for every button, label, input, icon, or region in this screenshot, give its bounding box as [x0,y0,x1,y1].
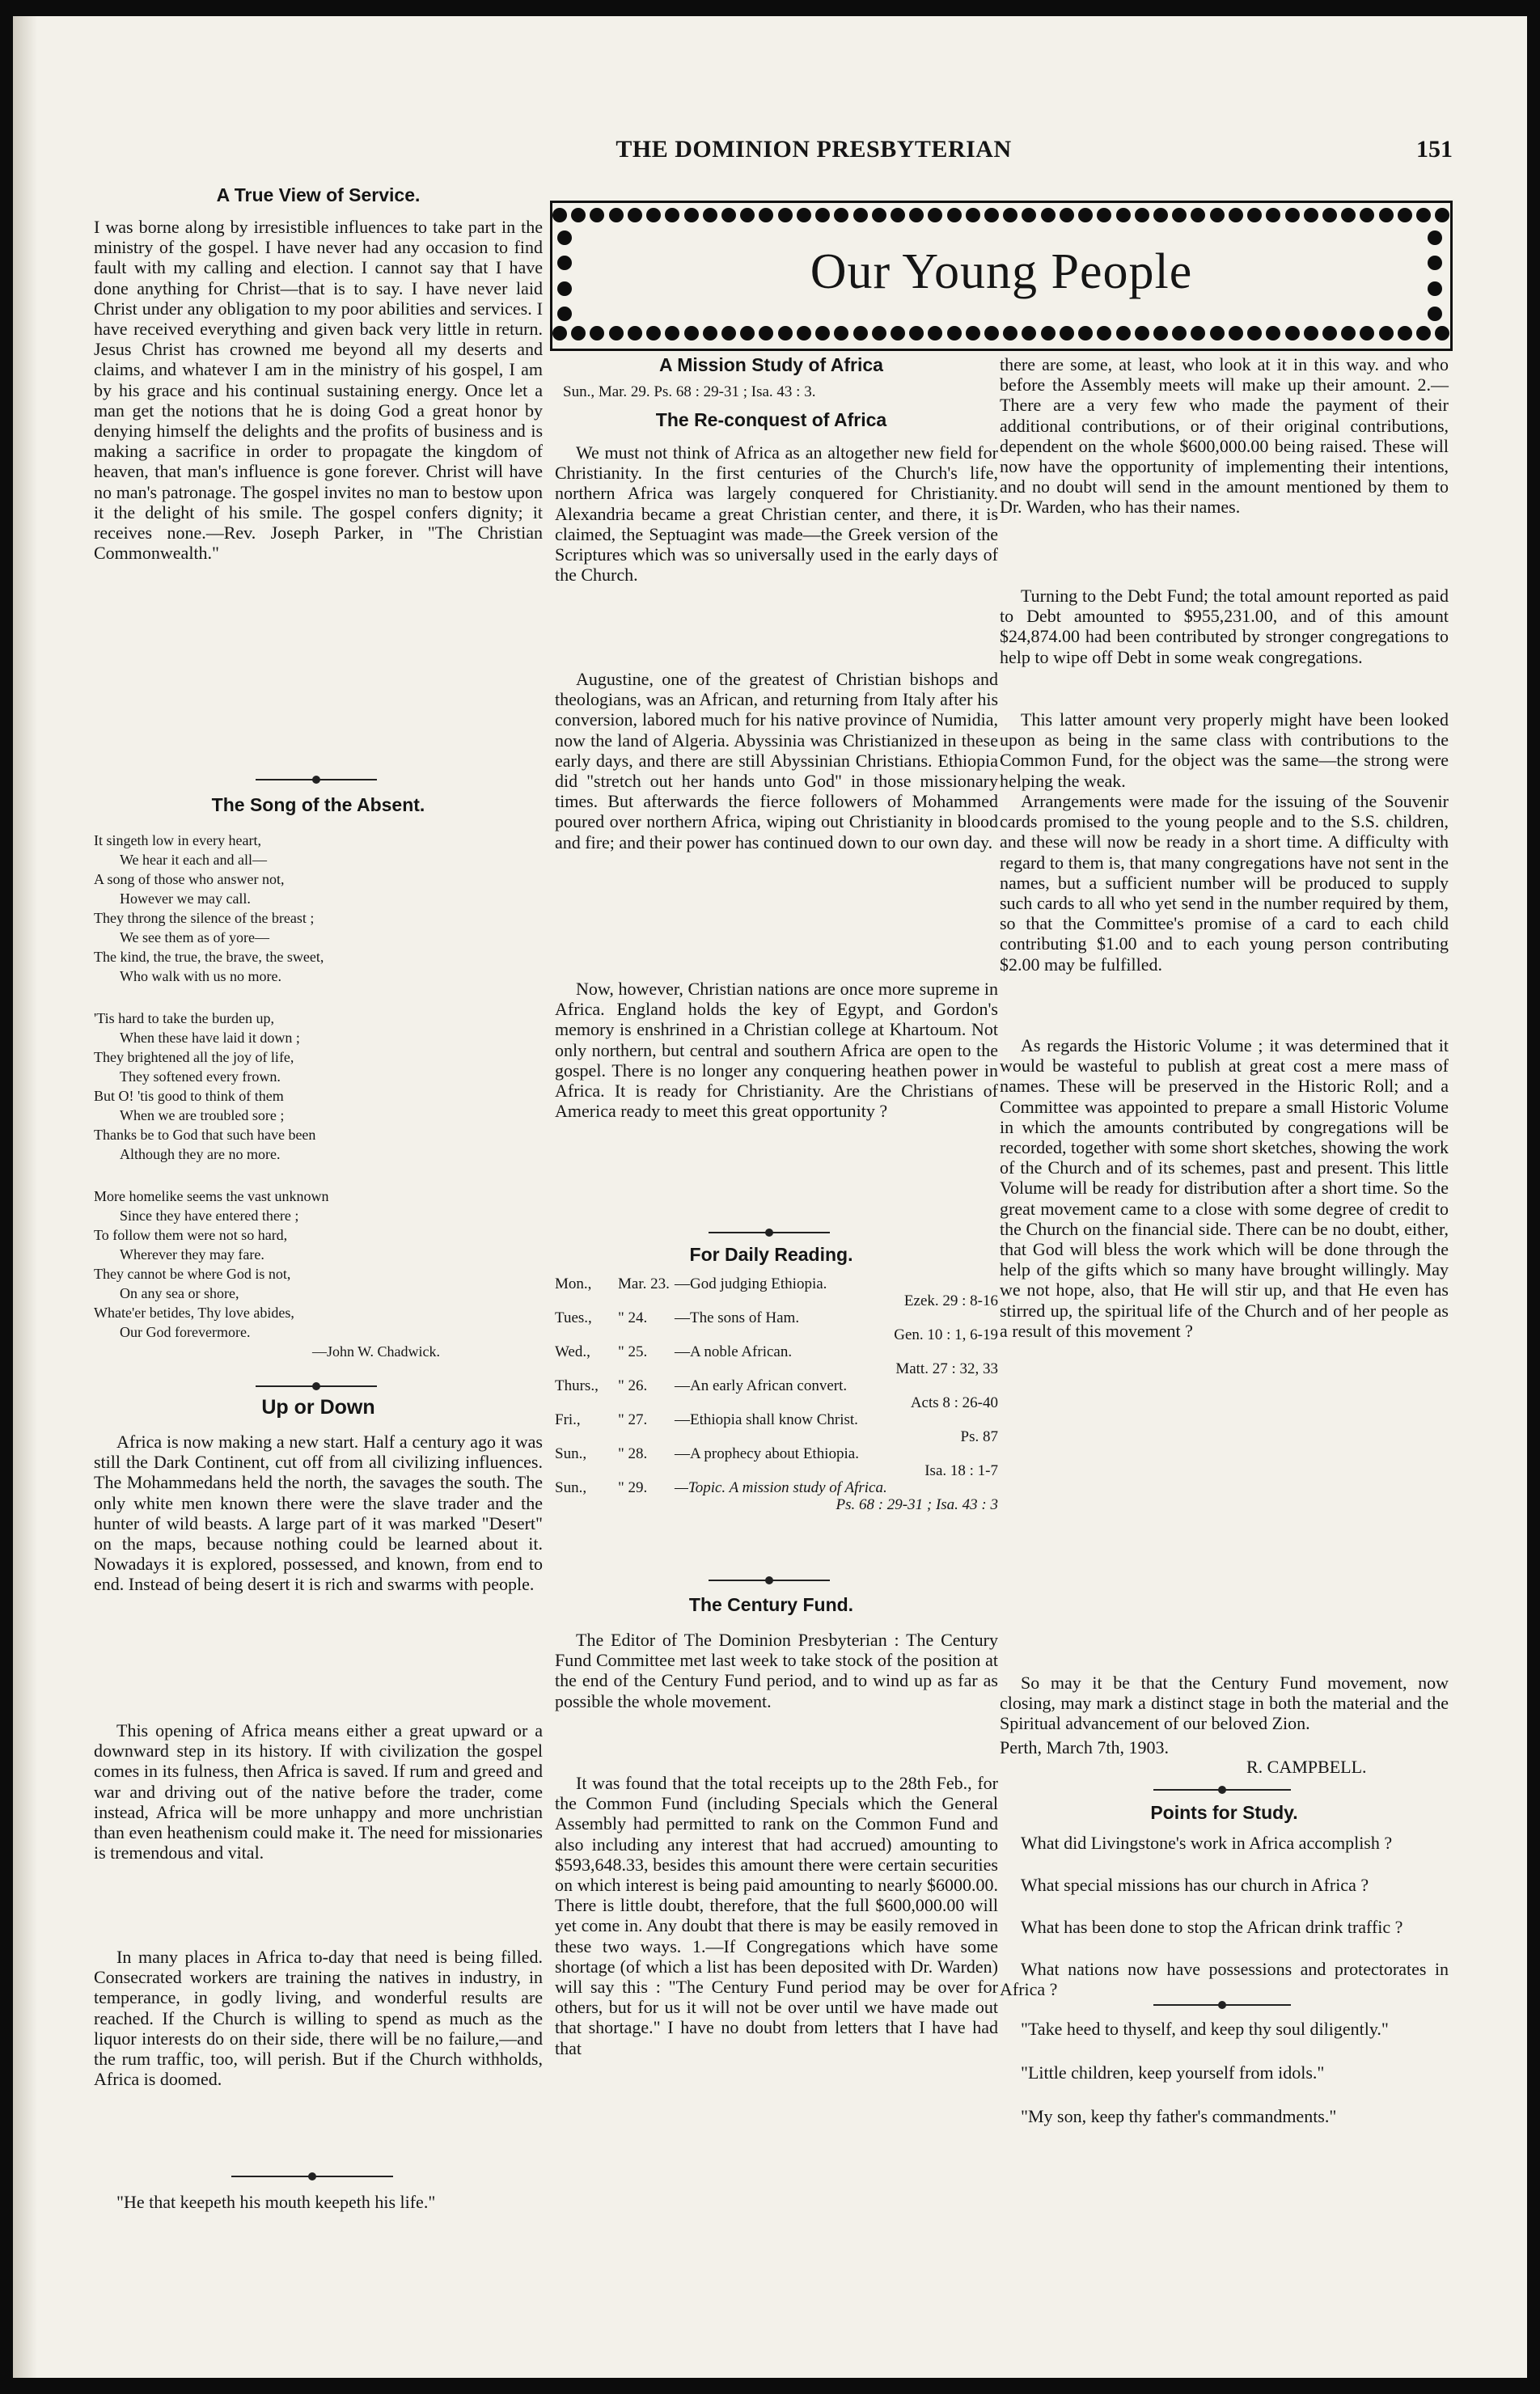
reading-reference: Acts 8 : 26-40 [910,1394,998,1411]
poem-line: More homelike seems the vast unknown [94,1188,329,1204]
poem-stanza-1 [94,831,543,986]
bead-ornament [984,208,999,222]
poem-line: We hear it each and all— [120,852,267,868]
century-paragraph-2: It was found that the total receipts up to the 28th Feb., for the Common Fund (including Specials which the General Assembly had permitted to rank on the Common Fund and also including any interest that had accrued) amounting to $593,648.33, besides this amount there were certain securities on which interest is being paid amounting to nearly $6000.00. There is little doubt, therefore, that the full $600,000.00 will yet come in. Any doubt that there is may be easily removed in these two ways. 1.—If Congregations which have some shortage (of which a list has been deposited with Dr. Warden) will say this : "The Century Fund period may be over for others, but for us it will not be over until we have made out that shortage." I have no doubt from letters that I have had that [555,1773,998,2058]
study-question: What did Livingstone's work in Africa accomplish ? [1021,1833,1393,1853]
mission-paragraph-2: Augustine, one of the greatest of Christian bishops and theologians, was an African, and returning from Italy after his conversion, labored much for his native province of Numidia, now the land of Algeria. Abyssinia was Christianized in these early days, and there are still Abyssinian Christians. Ethiopia did "stretch out her hands unto God" in those missionary times. But afterwards the fierce followers of Mohammed poured over northern Africa, wiping out Christianity in blood and fire; and their power has continued down to our own day. [555,669,998,852]
newspaper-page [13,16,1527,2378]
poem-line: It singeth low in every heart, [94,832,261,848]
bead-ornament [966,208,980,222]
heading-daily-reading: For Daily Reading. [689,1244,853,1265]
bead-ornament [1153,326,1168,340]
scripture-verse: "My son, keep thy father's commandments." [1021,2106,1337,2126]
poem-line: Thanks be to God that such have been [94,1127,316,1143]
bead-ornament [740,208,755,222]
separator [1153,2004,1291,2006]
up-or-down-paragraph-2: This opening of Africa means either a great upward or a downward step in its history. If with civilization the gospel comes in its fulness, then Africa is saved. If rum and greed and war and driving out of the native before the trader, come instead, Africa will be more unhappy and more unchristian than even heathenism could make it. The need for missionaries is tremendous and vital. [94,1720,543,1863]
bead-ornament [928,208,942,222]
century-continued-3: This latter amount very properly might have been looked upon as being in the same class with contributions to the Common Fund, for the object was the same—the strong were helping the weak. [1000,709,1449,791]
poem-line: They cannot be where God is not, [94,1266,291,1282]
reading-day: Fri., [555,1411,581,1428]
poem-line: Who walk with us no more. [120,968,281,984]
bead-ornament [984,326,999,340]
bead-ornament [609,208,624,222]
reading-reference: Ps. 68 : 29-31 ; Isa. 43 : 3 [836,1496,998,1513]
poem-author: —John W. Chadwick. [312,1343,441,1360]
up-or-down-paragraph-3: In many places in Africa to-day that need is being filled. Consecrated workers are training the natives in industry, in temperance, in godly living, and wonderful results are reached. If the Church is willing to spend as much as the liquor interests do on their side, there will be no failure,—and the rum traffic, too, will perish. But if the Church withholds, Africa is doomed. [94,1947,543,2090]
bead-ornament [665,208,679,222]
bead-ornament [891,326,905,340]
bead-ornament [1210,208,1225,222]
reading-date: " 27. [618,1411,648,1428]
bead-ornament [665,326,679,340]
heading-song-of-absent: The Song of the Absent. [211,794,425,815]
poem-line: Although they are no more. [120,1146,281,1162]
bead-ornament [646,208,661,222]
reading-day: Sun., [555,1479,587,1496]
reading-date: " 28. [618,1445,648,1462]
mission-date-line: Sun., Mar. 29. Ps. 68 : 29-31 ; Isa. 43 : 3. [563,383,816,400]
bead-ornament [1041,208,1056,222]
poem-stanza-2 [94,1009,543,1164]
reading-title: —A noble African. [675,1343,793,1360]
bead-border-top [552,208,1450,226]
bead-ornament [909,326,924,340]
reading-date: " 26. [618,1377,648,1394]
bead-ornament [590,326,604,340]
banner-title: Our Young People [810,244,1193,299]
poem-line: We see them as of yore— [120,929,269,945]
bead-ornament [1097,326,1111,340]
poem-line: But O! 'tis good to think of them [94,1088,284,1104]
bead-ornament [1097,208,1111,222]
bead-ornament [1416,326,1431,340]
separator [231,2176,393,2177]
bead-ornament [628,326,642,340]
reading-reference: Matt. 27 : 32, 33 [895,1360,998,1377]
reading-reference: Gen. 10 : 1, 6-19 [894,1326,998,1343]
century-paragraph-1: The Editor of The Dominion Presbyterian : The Century Fund Committee met last week to take stock of the position at the end of the Century Fund period, and to wind up as far as possible the whole movement. [555,1630,998,1711]
bead-ornament [1435,326,1449,340]
bead-ornament [778,208,793,222]
bead-ornament [1379,208,1394,222]
bead-ornament [966,326,980,340]
section-banner [550,201,1453,351]
separator [256,1385,377,1387]
bead-ornament [740,326,755,340]
bead-ornament [853,326,868,340]
century-continued-2: Turning to the Debt Fund; the total amount reported as paid to Debt amounted to $955,231.00, and of this amount $24,874.00 had been contributed by stronger congregations to help to wipe off Debt in some weak congregations. [1000,586,1449,667]
reading-row [555,1275,998,1309]
bead-ornament [947,208,962,222]
bead-ornament [1135,208,1149,222]
study-question: What special missions has our church in Africa ? [1021,1875,1369,1895]
bead-ornament [1022,326,1036,340]
reading-title: —Ethiopia shall know Christ. [675,1411,858,1428]
reading-day: Thurs., [555,1377,599,1394]
bead-ornament [891,208,905,222]
bead-ornament [1172,208,1187,222]
bead-ornament [1135,326,1149,340]
reading-day: Sun., [555,1445,587,1462]
bead-ornament [1078,208,1093,222]
mission-paragraph-3: Now, however, Christian nations are once more supreme in Africa. England holds the key of Egypt, and Gordon's memory is enshrined in a Christian college at Khartoum. Not only northern, but central and southern Africa are open to the gospel. There is no longer any conquering heathen power in Africa. It is ready for Christianity. Are the Christians of America ready to meet this great opportunity ? [555,979,998,1122]
heading-true-view: A True View of Service. [216,184,421,205]
bead-ornament [872,326,886,340]
bead-ornament [947,326,962,340]
bead-ornament [1060,208,1074,222]
bead-ornament [1266,208,1280,222]
reading-title: —A prophecy about Ethiopia. [675,1445,859,1462]
reading-title: —The sons of Ham. [675,1309,800,1326]
poem-line: When these have laid it down ; [120,1030,300,1046]
poem-line: A song of those who answer not, [94,871,285,887]
reading-date: Mar. 23. [618,1275,670,1292]
reading-reference: Isa. 18 : 1-7 [924,1462,998,1479]
bead-ornament [646,326,661,340]
reading-row [555,1377,998,1411]
reading-title: —God judging Ethiopia. [675,1275,827,1292]
bead-ornament [853,208,868,222]
bead-border-bottom [552,326,1450,344]
bead-ornament [571,326,586,340]
bead-ornament [797,208,811,222]
separator [709,1580,830,1581]
bead-ornament [1003,326,1018,340]
daily-reading-table [555,1275,998,1513]
bead-ornament [872,208,886,222]
poem-line: They softened every frown. [120,1068,281,1085]
separator [1153,1789,1291,1791]
bead-ornament [1285,326,1300,340]
reading-row [555,1309,998,1343]
bead-ornament [1285,208,1300,222]
poem-line: 'Tis hard to take the burden up, [94,1010,275,1026]
study-question: What has been done to stop the African drink traffic ? [1021,1917,1403,1937]
bead-ornament [1172,326,1187,340]
reading-title: —Topic. A mission study of Africa. [675,1479,887,1496]
reading-date: " 29. [618,1479,648,1496]
reading-row [555,1411,998,1445]
bead-ornament [1360,208,1374,222]
bead-ornament [1322,208,1337,222]
separator [256,779,377,780]
closing-quote: "He that keepeth his mouth keepeth his life." [116,2192,436,2212]
reading-row [555,1445,998,1479]
bead-ornament [1060,326,1074,340]
heading-mission-study: A Mission Study of Africa [659,354,883,375]
bead-ornament [1428,307,1442,321]
bead-ornament [557,307,572,321]
bead-ornament [1247,208,1262,222]
bead-ornament [1022,208,1036,222]
bead-ornament [928,326,942,340]
bead-ornament [1229,208,1243,222]
century-continued-6: So may it be that the Century Fund movement, now closing, may mark a distinct stage in both the material and the Spiritual advancement of our beloved Zion. [1000,1673,1449,1734]
bead-ornament [1435,208,1449,222]
bead-ornament [834,208,848,222]
bead-ornament [1360,326,1374,340]
bead-ornament [909,208,924,222]
poem-line: To follow them were not so hard, [94,1227,288,1243]
bead-ornament [1398,326,1412,340]
bead-ornament [609,326,624,340]
bead-ornament [1191,326,1205,340]
bead-ornament [1153,208,1168,222]
scripture-verse: "Take heed to thyself, and keep thy soul diligently." [1021,2019,1389,2039]
poem-line: However we may call. [120,890,251,907]
bead-ornament [1041,326,1056,340]
bead-ornament [1116,326,1131,340]
bead-ornament [552,208,567,222]
reading-reference: Ezek. 29 : 8-16 [903,1292,998,1309]
bead-ornament [684,208,699,222]
poem-line: Whate'er betides, Thy love abides, [94,1305,294,1321]
bead-ornament [1266,326,1280,340]
bead-ornament [1304,326,1318,340]
mission-paragraph-1: We must not think of Africa as an altogether new field for Christianity. In the first centuries of the Church's life, northern Africa was largely conquered for Christianity. Alexandria became a great Christian center, and there, it is claimed, the Septuagint was made—the Greek version of the Scriptures which was so universally used in the early days of the Church. [555,442,998,586]
bead-ornament [1078,326,1093,340]
bead-ornament [1191,208,1205,222]
poem-line: On any sea or shore, [120,1285,239,1301]
reading-row [555,1479,998,1513]
page-number: 151 [1416,136,1453,163]
reading-day: Mon., [555,1275,592,1292]
poem-line: They brightened all the joy of life, [94,1049,294,1065]
reading-date: " 24. [618,1309,648,1326]
scripture-verse: "Little children, keep yourself from idols." [1021,2062,1325,2083]
reading-date: " 25. [618,1343,648,1360]
study-question: What nations now have possessions and protectorates in Africa ? [1000,1959,1449,2000]
up-or-down-paragraph-1: Africa is now making a new start. Half a century ago it was still the Dark Continent, cut off from all civilizing influences. The Mohammedans held the north, the savages the south. The only white men known there were the slave trader and the hunter of wild beasts. A large part of it was marked "Desert" on the maps, because nothing could be learned about it. Nowadays it is explored, possessed, and known, from end to end. Instead of being desert it is rich and swarms with people. [94,1432,543,1595]
bead-ornament [1341,326,1356,340]
century-continued-1: there are some, at least, who look at it in this way. and who before the Assembly meets will make up their amount. 2.—There are a very few who made the payment of their additional contributions, or of their original contributions, dependent on the whole $600,000.00 being raised. These will now have the opportunity of implementing their intentions, and no doubt will send in the amount mentioned by them to Dr. Warden, who has their names. [1000,354,1449,518]
bead-ornament [1379,326,1394,340]
bead-ornament [552,326,567,340]
bead-ornament [778,326,793,340]
bead-ornament [1003,208,1018,222]
bead-ornament [571,208,586,222]
bead-ornament [721,326,736,340]
bead-ornament [759,326,773,340]
letter-dateline: Perth, March 7th, 1903. [1000,1737,1169,1757]
poem-line: They throng the silence of the breast ; [94,910,315,926]
poem-line: When we are troubled sore ; [120,1107,285,1123]
century-continued-5: As regards the Historic Volume ; it was determined that it would be wasteful to publish at great cost a mere mass of names. These will be preserved in the Historic Roll; and a Committee was appointed to prepare a small Historic Volume in which the amounts contributed by congregations will be recorded, together with some short sketches, showing the work of the Church and of its schemes, past and present. This little Volume will be ready for distribution after a short time. So the great movement came to a close with some degree of credit to the Church on the financial side. There can be no doubt, either, that God will bless the work which will be done through the help of the gifts which so many have brought willingly. May we not hope, also, that He will stir up, and that He even has stirred up, the spiritual life of the Church and of her people as a result of this movement ? [1000,1035,1449,1341]
heading-up-or-down: Up or Down [261,1396,375,1419]
poem-line: Wherever they may fare. [120,1246,264,1263]
reading-day: Tues., [555,1309,592,1326]
bead-ornament [684,326,699,340]
bead-ornament [1398,208,1412,222]
bead-ornament [1416,208,1431,222]
poem-line: Since they have entered there ; [120,1208,299,1224]
page-edge-shadow [13,16,37,2378]
bead-ornament [1229,326,1243,340]
bead-ornament [759,208,773,222]
bead-ornament [590,208,604,222]
reading-reference: Ps. 87 [960,1428,998,1445]
bead-ornament [1116,208,1131,222]
reading-row [555,1343,998,1377]
bead-ornament [628,208,642,222]
bead-ornament [1322,326,1337,340]
bead-ornament [703,326,717,340]
letter-signature: R. CAMPBELL. [1246,1757,1367,1777]
reading-title: —An early African convert. [675,1377,848,1394]
bead-ornament [1210,326,1225,340]
running-head: THE DOMINION PRESBYTERIAN [616,136,1012,163]
bead-ornament [1304,208,1318,222]
poem-line: Our God forevermore. [120,1324,251,1340]
heading-points-for-study: Points for Study. [1150,1802,1298,1823]
poem-line: The kind, the true, the brave, the sweet, [94,949,324,965]
poem-stanza-3 [94,1186,543,1361]
bead-ornament [797,326,811,340]
bead-ornament [1247,326,1262,340]
bead-ornament [1341,208,1356,222]
century-continued-4: Arrangements were made for the issuing of the Souvenir cards promised to the young people and to the S.S. children, and these will now be ready in a short time. A difficulty with regard to them is, that many congregations have not sent in the names, but a sufficient number will be produced to supply such cards to all who yet send in the number required by them, so that the Committee's promise of a card to each child contributing $1.00 and to each young person contributing $2.00 may be fulfilled. [1000,791,1449,975]
bead-ornament [834,326,848,340]
bead-ornament [815,326,830,340]
reading-day: Wed., [555,1343,590,1360]
bead-ornament [815,208,830,222]
bead-ornament [721,208,736,222]
true-view-text: I was borne along by irresistible influences to take part in the ministry of the gospel. I have never had any occasion to find fault with my calling and election. I cannot say that I have done anything for Christ—that is to say. I have never laid Christ under any obligation to my poor abilities and services. I have received everything and given back very little in return. Jesus Christ has crowned me beyond all my deserts and claims, and whatever I am in the ministry of his gospel, I am by his grace and his continual sustaining energy. Once let a man get the notions that he is doing God a great honor by denying himself the delights and the profits of business and is making a sacrifice in order to propagate the kingdom of heaven, that man's influence is gone forever. Christ will have no man's patronage. The gospel invites no man to bestow upon it the delight of his smile. The gospel confers dignity; it receives none.—Rev. Joseph Parker, in "The Christian Commonwealth." [94,217,543,564]
heading-century-fund: The Century Fund. [688,1594,854,1615]
separator [709,1232,830,1233]
bead-ornament [703,208,717,222]
heading-reconquest: The Re-conquest of Africa [655,409,887,430]
